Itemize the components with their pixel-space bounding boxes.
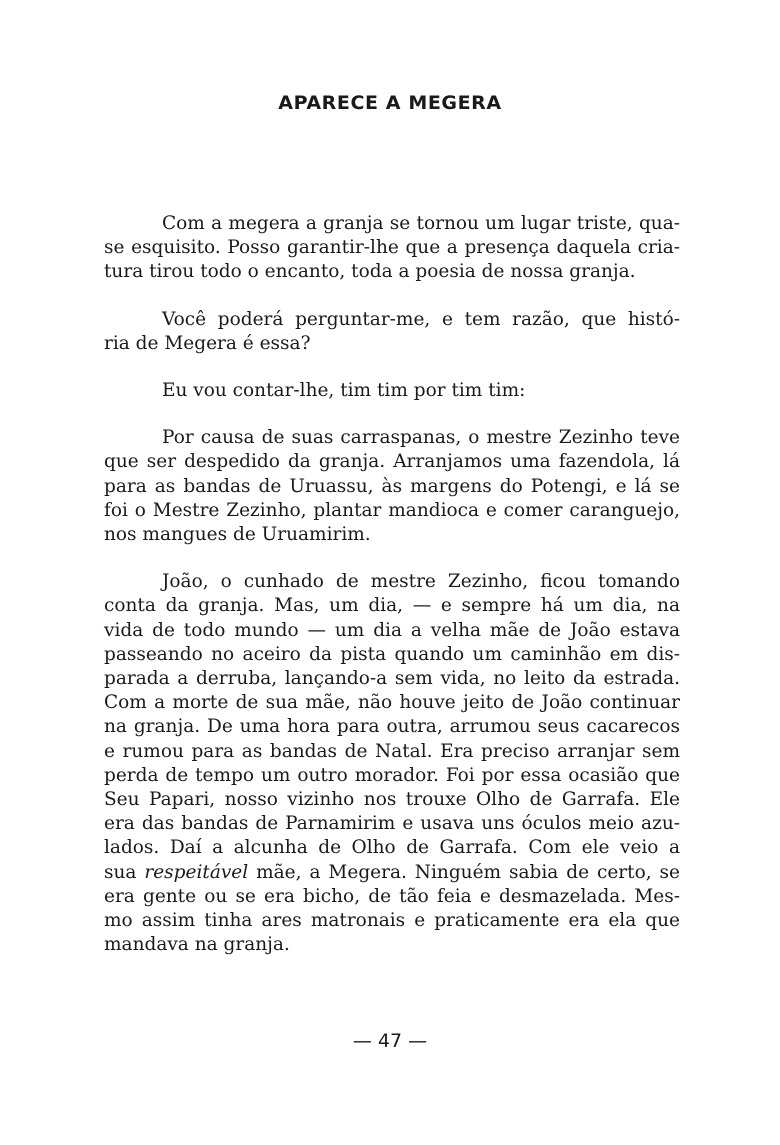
text-line: tura tirou todo o encanto, toda a poesia de nossa granja. xyxy=(104,261,636,283)
text-line: ria de Megera é essa? xyxy=(104,332,311,354)
paragraph xyxy=(104,308,680,356)
text-line: na granja. De uma hora para outra, arrumou seus cacarecos xyxy=(104,716,680,738)
text-line: mandava na granja. xyxy=(104,934,290,956)
text-line: e rumou para as bandas de Natal. Era preciso arranjar sem xyxy=(104,740,680,762)
page-number: — 47 — xyxy=(352,1030,428,1052)
text-line: parada a derruba, lançando-a sem vida, no leito da estrada. xyxy=(104,668,680,690)
text-line: Por causa de suas carraspanas, o mestre Zezinho teve xyxy=(162,427,680,449)
paragraph xyxy=(104,426,680,547)
text-line: foi o Mestre Zezinho, plantar mandioca e comer caranguejo, xyxy=(104,499,680,521)
text-line: Você poderá perguntar-me, e tem razão, que histó- xyxy=(162,308,680,330)
paragraph xyxy=(104,212,680,285)
text-line: para as bandas de Uruassu, às margens do Potengi, e lá se xyxy=(104,475,680,497)
emphasis: respeitável xyxy=(144,861,249,883)
text-line: mo assim tinha ares matronais e praticamente era ela que xyxy=(104,910,680,932)
text-line: conta da granja. Mas, um dia, — e sempre há um dia, na xyxy=(104,595,680,617)
chapter-title: APARECE A MEGERA xyxy=(278,92,502,114)
text-line: nos mangues de Uruamirim. xyxy=(104,524,371,546)
text-line: perda de tempo um outro morador. Foi por essa ocasião que xyxy=(104,764,680,786)
text-line: era gente ou se era bicho, de tão feia e desmazelada. Mes- xyxy=(104,885,680,907)
text-line: João, o cunhado de mestre Zezinho, ficou tomando xyxy=(162,571,680,593)
paragraph xyxy=(104,379,680,403)
body-text xyxy=(104,212,680,980)
text-line: era das bandas de Parnamirim e usava uns óculos meio azu- xyxy=(104,813,680,835)
text-line: sua respeitável mãe, a Megera. Ninguém sabia de certo, se xyxy=(104,861,680,883)
text-line: Com a megera a granja se tornou um lugar triste, qua- xyxy=(162,213,680,234)
text-line: lados. Daí a alcunha de Olho de Garrafa. Com ele veio a xyxy=(104,837,680,859)
text-line: Com a morte de sua mãe, não houve jeito de João continuar xyxy=(104,692,680,714)
text-line: Eu vou contar-lhe, tim tim por tim tim: xyxy=(162,380,526,402)
text-line: que ser despedido da granja. Arranjamos uma fazendola, lá xyxy=(104,451,680,473)
paragraph xyxy=(104,570,680,957)
text-line: passeando no aceiro da pista quando um caminhão em dis- xyxy=(104,643,680,665)
text-line: se esquisito. Posso garantir-lhe que a presença daquela cria- xyxy=(104,237,680,259)
text-line: Seu Papari, nosso vizinho nos trouxe Olho de Garrafa. Ele xyxy=(104,789,680,811)
text-line: vida de todo mundo — um dia a velha mãe de João estava xyxy=(104,619,680,641)
